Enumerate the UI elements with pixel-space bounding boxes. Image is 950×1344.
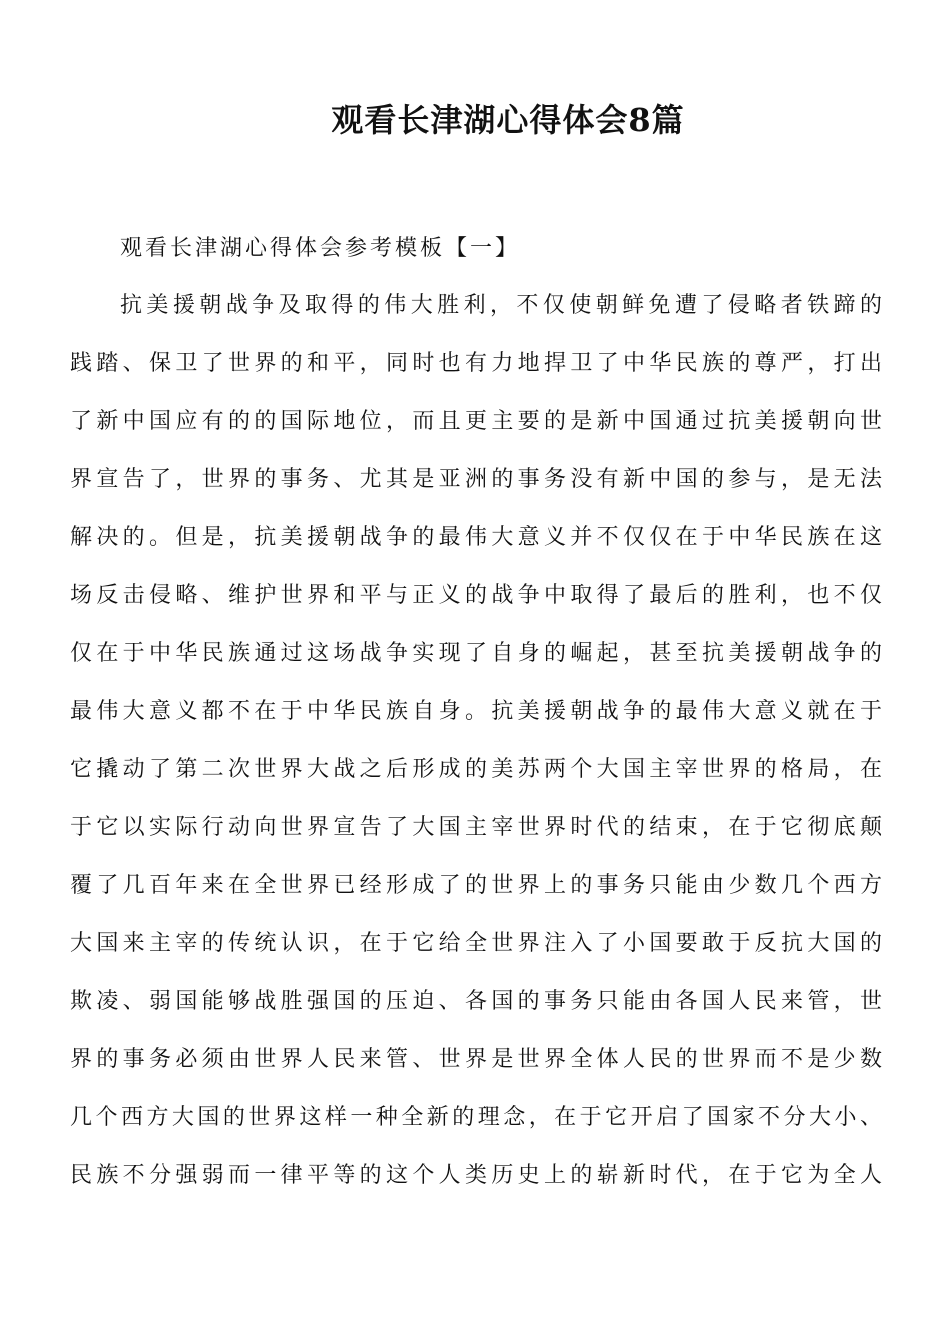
paragraph-line: 场反击侵略、维护世界和平与正义的战争中取得了最后的胜利，也不仅 bbox=[70, 583, 882, 608]
paragraph-line: 解决的。但是，抗美援朝战争的最伟大意义并不仅仅在于中华民族在这 bbox=[70, 525, 882, 550]
paragraph-line: 覆了几百年来在全世界已经形成了的世界上的事务只能由少数几个西方 bbox=[70, 873, 882, 898]
document-title: 观看长津湖心得体会8篇 bbox=[331, 101, 685, 139]
paragraph-line: 民族不分强弱而一律平等的这个人类历史上的崭新时代，在于它为全人 bbox=[70, 1163, 882, 1188]
section-heading: 观看长津湖心得体会参考模板【一】 bbox=[120, 236, 521, 261]
paragraph-line: 界宣告了，世界的事务、尤其是亚洲的事务没有新中国的参与，是无法 bbox=[70, 467, 882, 492]
paragraph-line: 践踏、保卫了世界的和平，同时也有力地捍卫了中华民族的尊严，打出 bbox=[70, 351, 882, 376]
paragraph-line: 它撬动了第二次世界大战之后形成的美苏两个大国主宰世界的格局，在 bbox=[70, 757, 882, 782]
paragraph-line: 于它以实际行动向世界宣告了大国主宰世界时代的结束，在于它彻底颠 bbox=[70, 815, 882, 840]
paragraph-line: 抗美援朝战争及取得的伟大胜利，不仅使朝鲜免遭了侵略者铁蹄的 bbox=[120, 293, 882, 318]
paragraph-line: 几个西方大国的世界这样一种全新的理念，在于它开启了国家不分大小、 bbox=[70, 1105, 882, 1130]
paragraph-line: 最伟大意义都不在于中华民族自身。抗美援朝战争的最伟大意义就在于 bbox=[70, 699, 882, 724]
paragraph-line: 欺凌、弱国能够战胜强国的压迫、各国的事务只能由各国人民来管，世 bbox=[70, 989, 882, 1014]
paragraph-line: 仅在于中华民族通过这场战争实现了自身的崛起，甚至抗美援朝战争的 bbox=[70, 641, 882, 666]
paragraph-line: 界的事务必须由世界人民来管、世界是世界全体人民的世界而不是少数 bbox=[70, 1047, 882, 1072]
paragraph-line: 了新中国应有的的国际地位，而且更主要的是新中国通过抗美援朝向世 bbox=[70, 409, 882, 434]
paragraph-line: 大国来主宰的传统认识，在于它给全世界注入了小国要敢于反抗大国的 bbox=[70, 931, 882, 956]
